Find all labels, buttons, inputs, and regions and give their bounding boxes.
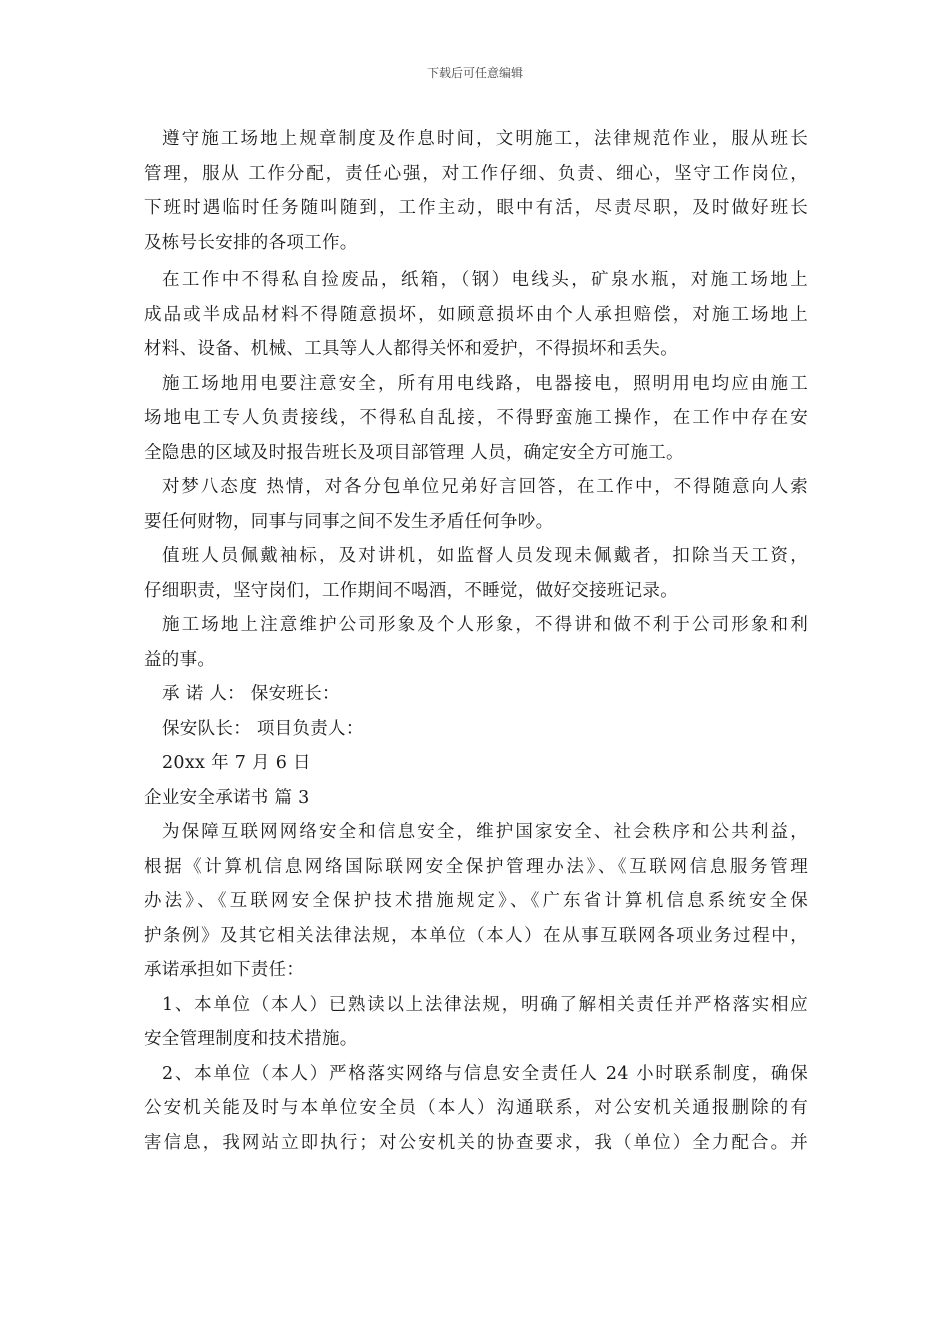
signature-line-captain: 保安队长： 项目负责人：: [162, 718, 364, 739]
paragraph: [144, 470, 808, 539]
text-line: 成品或半成品材料不得随意损坏，如顾意损坏由个人承担赔偿，对施工场地上: [144, 304, 808, 325]
page-header: 下载后可任意编辑: [426, 66, 523, 80]
text-line: 全隐患的区域及时报告班长及项目部管理 人员，确定安全方可施工。: [144, 442, 684, 463]
paragraph: [144, 1057, 808, 1161]
text-line: 要任何财物，同事与同事之间不发生矛盾任何争吵。: [144, 511, 554, 532]
text-line: 承诺承担如下责任：: [144, 960, 305, 980]
text-line: 2、本单位（本人）严格落实网络与信息安全责任人 24 小时联系制度，确保: [162, 1063, 808, 1084]
signature-line-promisor: 承 诺 人： 保安班长：: [162, 684, 340, 704]
text-line: 材料、设备、机械、工具等人人都得关怀和爱护，不得损坏和丢失。: [144, 339, 678, 359]
text-line: 在工作中不得私自捡废品，纸箱，（钢）电线头，矿泉水瓶，对施工场地上: [162, 270, 808, 290]
text-line: 根据《计算机信息网络国际联网安全保护管理办法》、《互联网信息服务管理: [144, 856, 808, 877]
text-line: 及栋号长安排的各项工作。: [144, 232, 358, 253]
text-line: 1、本单位（本人）已熟读以上法律法规，明确了解相关责任并严格落实相应: [162, 994, 808, 1015]
paragraph: [144, 367, 808, 471]
section-title: 企业安全承诺书 篇 3: [144, 787, 310, 808]
text-line: 场地电工专人负责接线，不得私自乱接，不得野蛮施工操作，在工作中存在安: [144, 408, 808, 428]
text-line: 对梦八态度 热情，对各分包单位兄弟好言回答，在工作中，不得随意向人索: [162, 477, 808, 497]
text-line: 公安机关能及时与本单位安全员（本人）沟通联系，对公安机关通报删除的有: [144, 1098, 808, 1118]
text-line: 遵守施工场地上规章制度及作息时间，文明施工，法律规范作业，服从班长: [162, 129, 808, 149]
text-line: 施工场地用电要注意安全，所有用电线路，电器接电，照明用电均应由施工: [162, 373, 808, 394]
document-body: [144, 122, 808, 1160]
paragraph: [144, 815, 808, 988]
paragraph: [144, 608, 808, 677]
paragraph: [144, 263, 808, 367]
text-line: 为保障互联网网络安全和信息安全，维护国家安全、社会秩序和公共利益，: [162, 822, 808, 842]
text-line: 办法》、《互联网安全保护技术措施规定》、《广东省计算机信息系统安全保: [144, 891, 808, 911]
text-line: 益的事。: [144, 649, 216, 670]
date-line: 20xx 年 7 月 6 日: [162, 753, 311, 773]
text-line: 害信息，我网站立即执行；对公安机关的协查要求，我（单位）全力配合。并: [144, 1132, 808, 1153]
paragraph: [144, 122, 808, 260]
paragraph: [144, 988, 808, 1057]
text-line: 下班时遇临时任务随叫随到，工作主动，眼中有活，尽责尽职，及时做好班长: [144, 198, 808, 218]
text-line: 施工场地上注意维护公司形象及个人形象，不得讲和做不利于公司形象和利: [162, 615, 808, 635]
text-line: 管理，服从 工作分配，责任心强，对工作仔细、负责、细心，坚守工作岗位，: [144, 163, 808, 184]
text-line: 仔细职责，坚守岗们，工作期间不喝酒，不睡觉，做好交接班记录。: [144, 580, 678, 601]
paragraph: [144, 539, 808, 608]
text-line: 值班人员佩戴袖标，及对讲机，如监督人员发现未佩戴者，扣除当天工资，: [162, 546, 808, 566]
text-line: 安全管理制度和技术措施。: [144, 1029, 358, 1049]
text-line: 护条例》及其它相关法律法规，本单位（本人）在从事互联网各项业务过程中，: [144, 925, 808, 946]
